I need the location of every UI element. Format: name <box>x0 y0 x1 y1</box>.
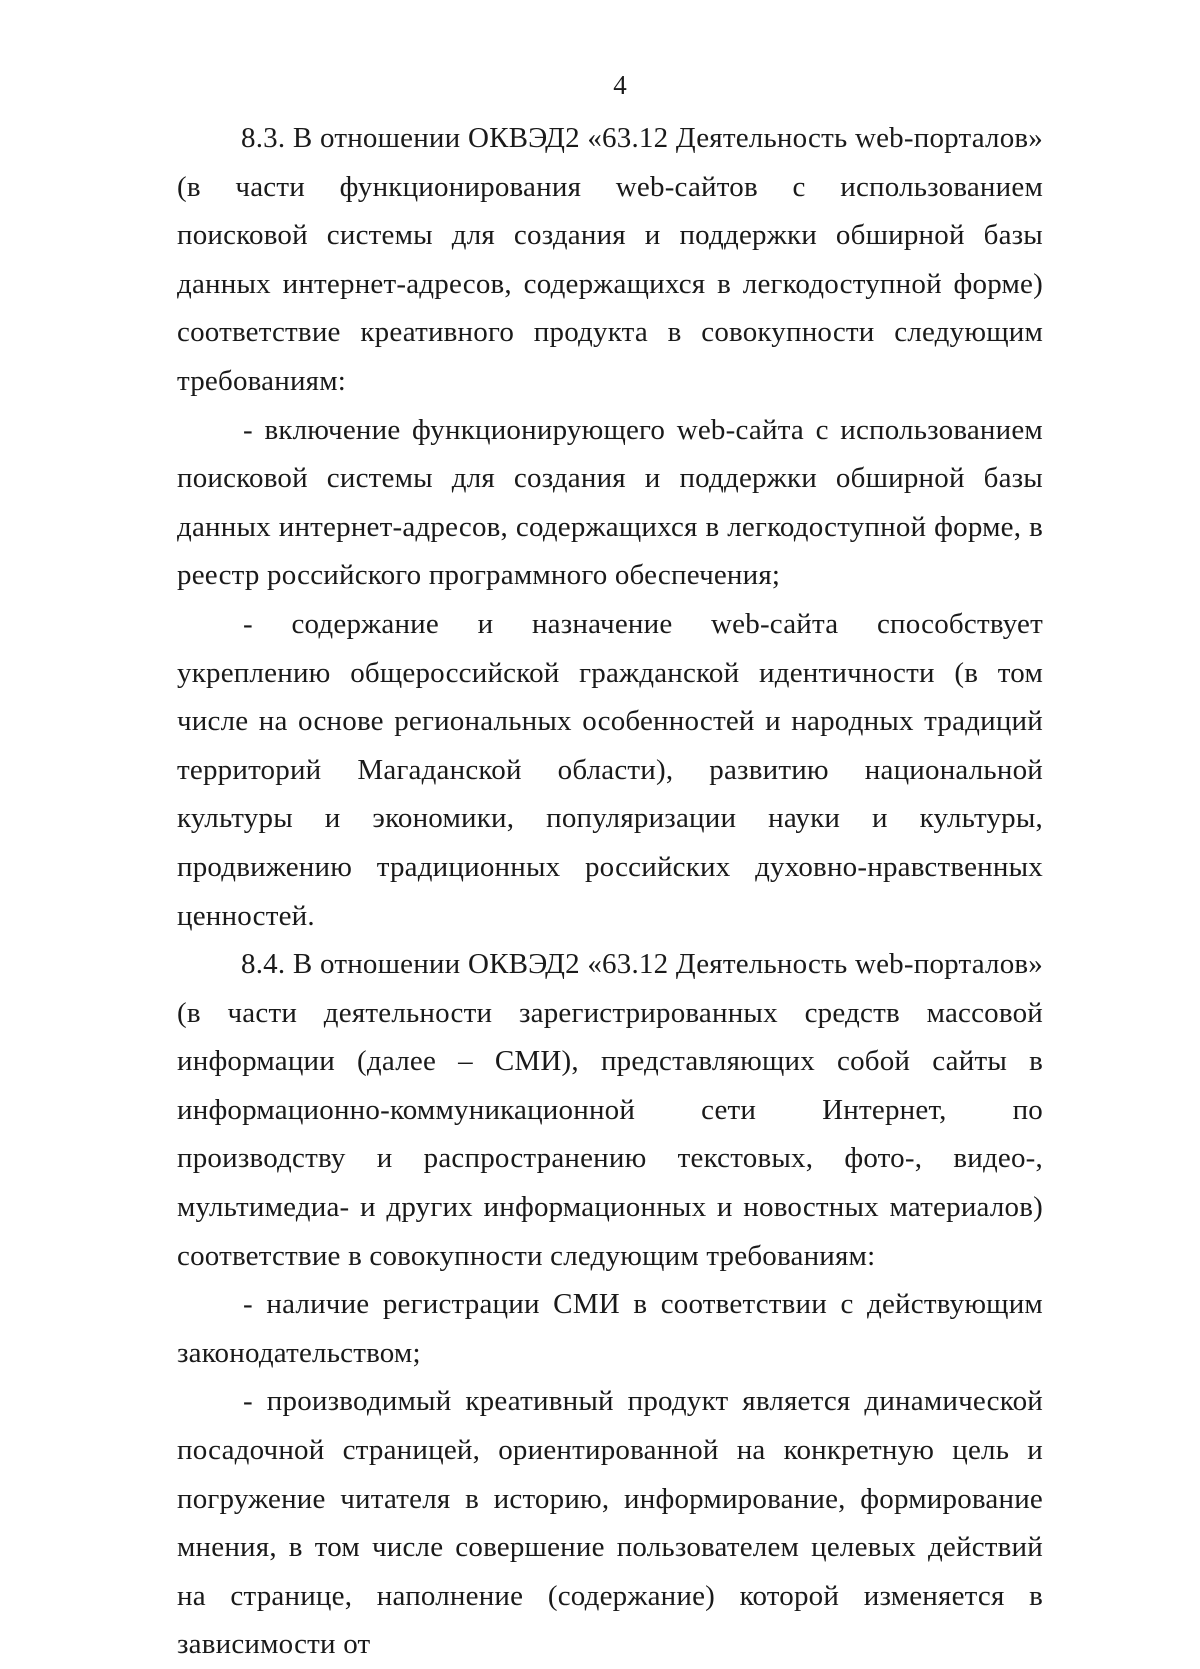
list-item: - производимый креативный продукт является динамической посадочной страницей, ориентированной на конкретную цель и погружение читателя в историю, информирование, формирование мнения, в том числе совершение пользователем целевых действий на странице, наполнение (содержание) которой изменяется в зависимости от <box>177 1385 1043 1661</box>
page-number: 4 <box>613 70 627 100</box>
paragraph-8-3: 8.3. В отношении ОКВЭД2 «63.12 Деятельность web-порталов» (в части функционирования web-сайтов с использованием поисковой системы для создания и поддержки обширной базы данных интернет-адресов, содержащихся в легкодоступной форме) соответствие креативного продукта в совокупности следующим требованиям: <box>177 122 1043 397</box>
document-body <box>177 114 1043 1669</box>
list-item: - содержание и назначение web-сайта способствует укреплению общероссийской гражданской идентичности (в том числе на основе региональных особенностей и народных традиций территорий Магаданской области), развитию национальной культуры и экономики, популяризации науки и культуры, продвижению традиционных российских духовно-нравственных ценностей. <box>177 607 1043 932</box>
list-item: - включение функционирующего web-сайта с использованием поисковой системы для создания и поддержки обширной базы данных интернет-адресов, содержащихся в легкодоступной форме, в реестр российского программного обеспечения; <box>177 413 1043 592</box>
paragraph-8-4: 8.4. В отношении ОКВЭД2 «63.12 Деятельность web-порталов» (в части деятельности зарегистрированных средств массовой информации (далее – СМИ), представляющих собой сайты в информационно-коммуникационной сети Интернет, по производству и распространению текстовых, фото-, видео-, мультимедиа- и других информационных и новостных материалов) соответствие в совокупности следующим требованиям: <box>177 948 1043 1272</box>
list-item: - наличие регистрации СМИ в соответствии с действующим законодательством; <box>177 1288 1043 1369</box>
